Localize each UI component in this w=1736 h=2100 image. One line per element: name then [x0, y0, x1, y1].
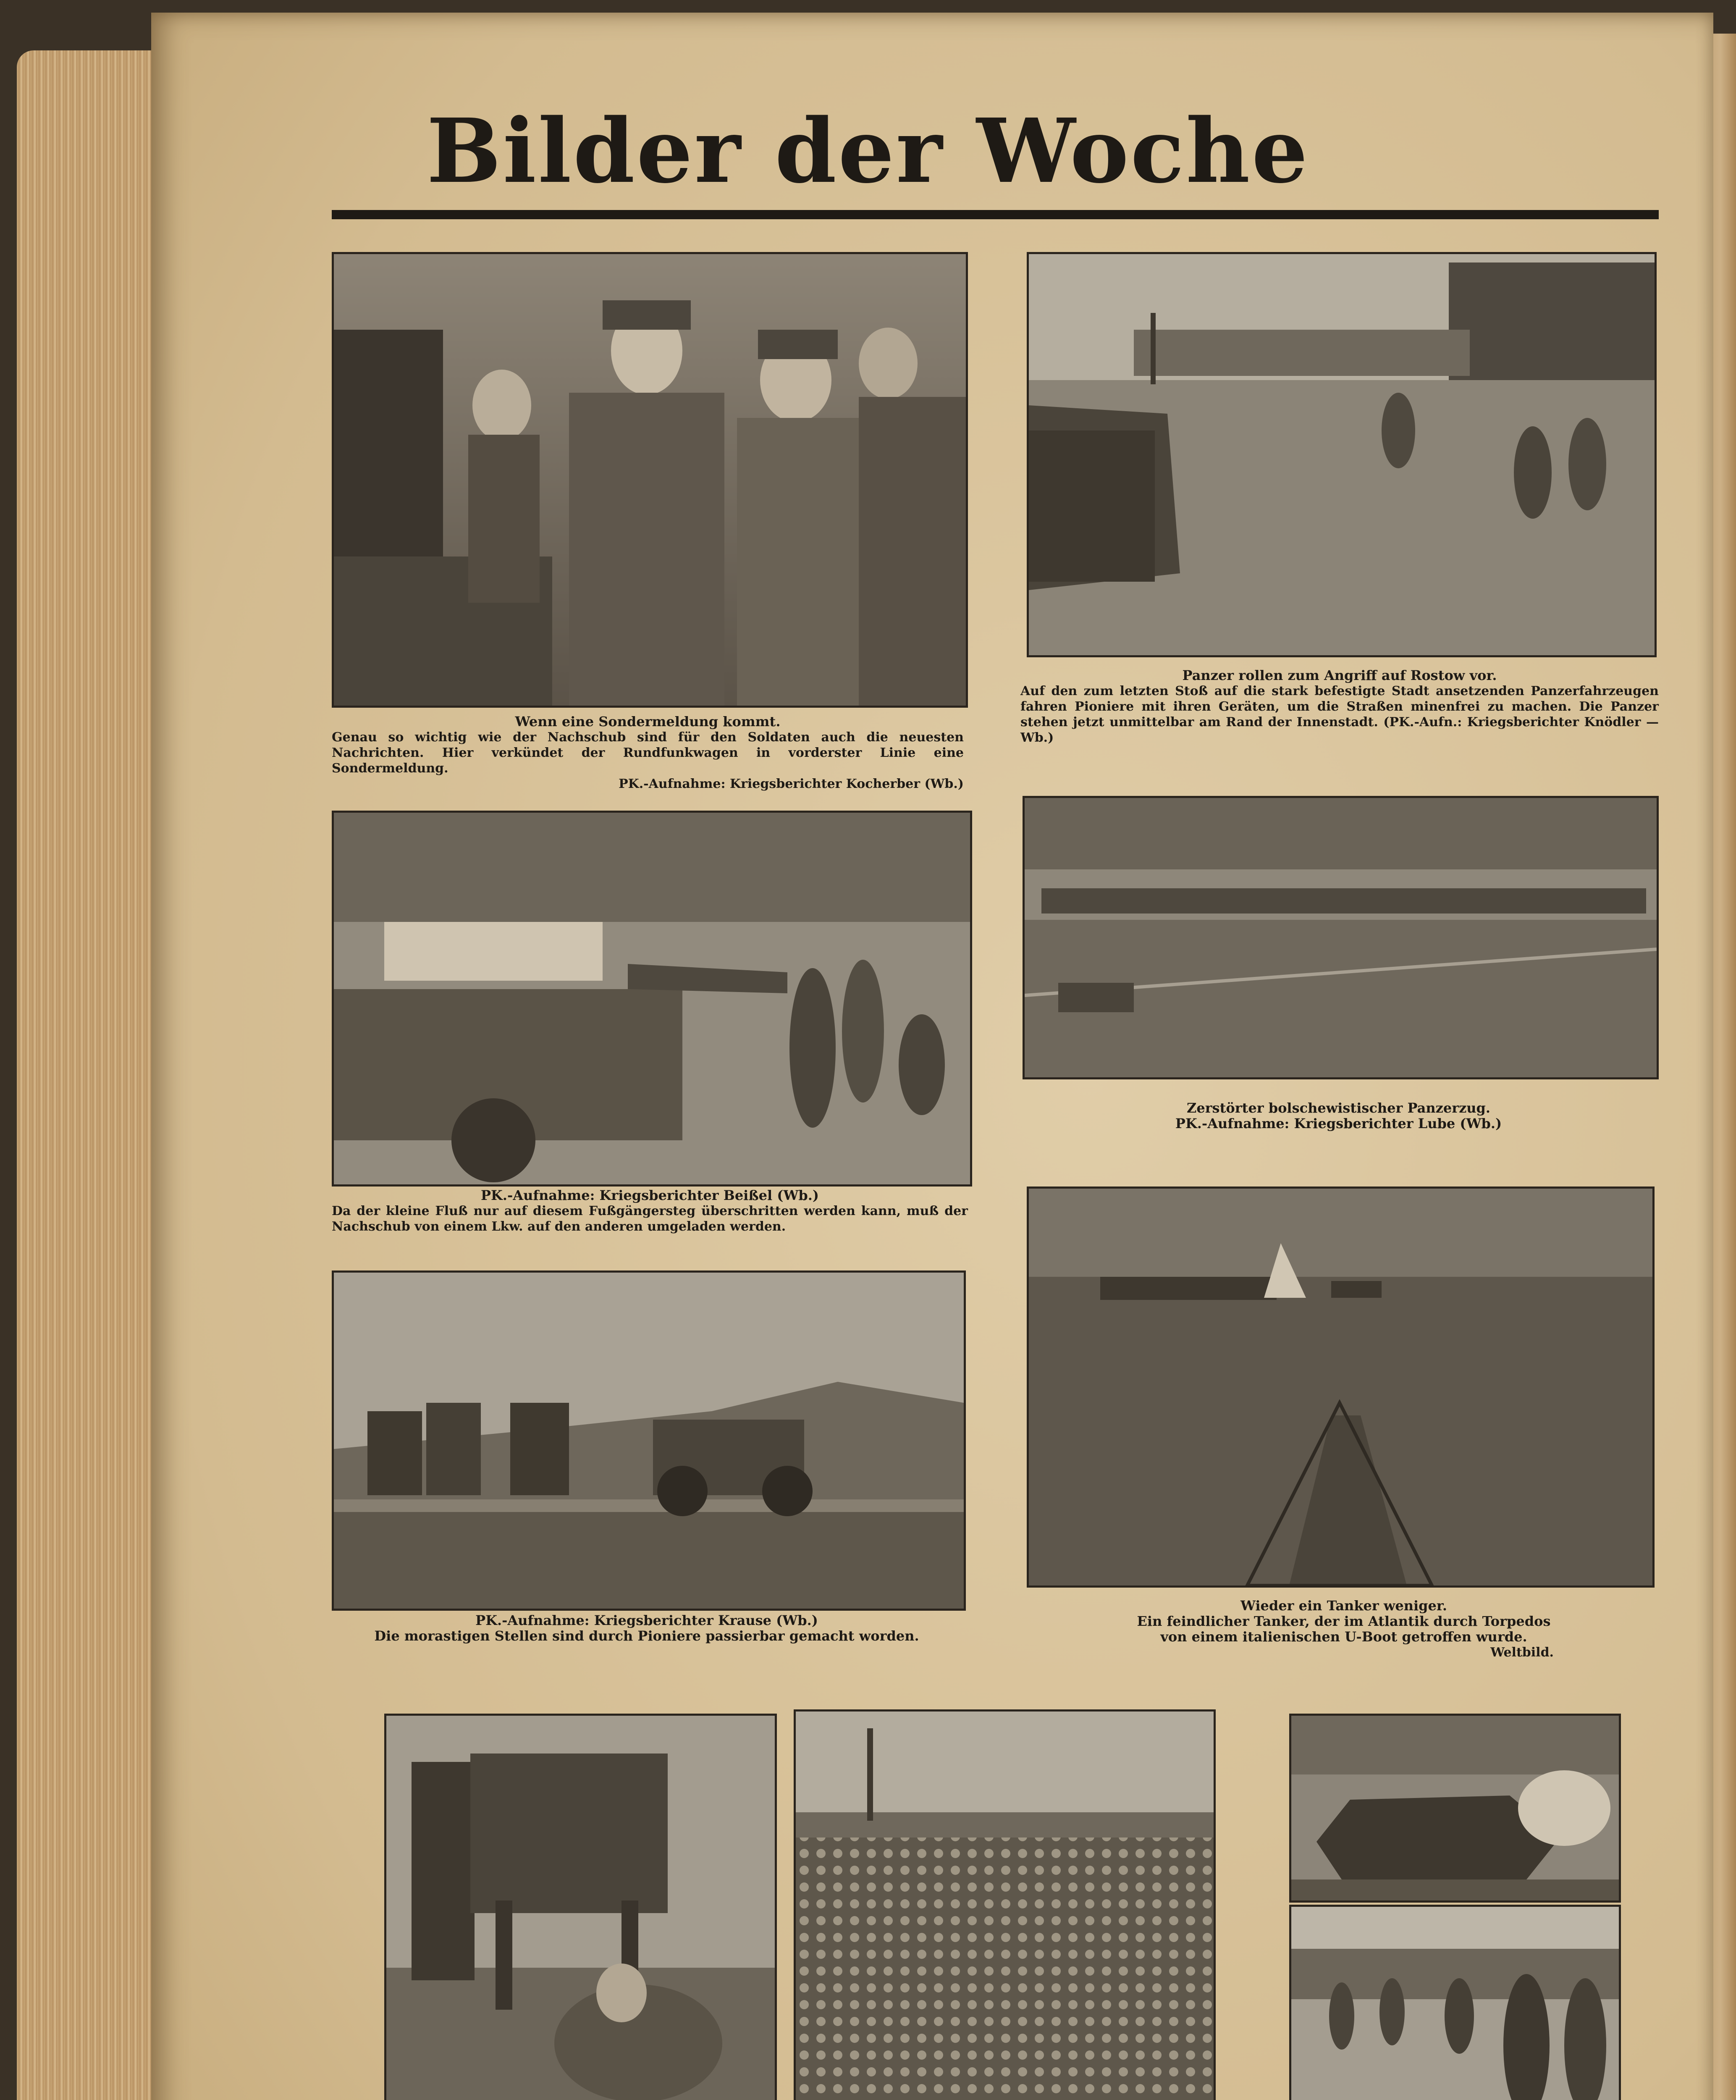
photo-corduroy-road	[332, 1270, 966, 1611]
caption-armored-train	[1023, 1100, 1655, 1131]
caption-tanks-rostov	[1020, 668, 1659, 746]
photo-rest-horses	[384, 1714, 777, 2100]
caption-text: Genau so wichtig wie der Nachschub sind für den Soldaten auch die neuesten Nachrichten. Hier verkündet der Rundfunkwagen in vorderster Linie eine Sondermeldung.	[332, 730, 964, 776]
caption-title: Zerstörter bolschewistischer Panzerzug.	[1186, 1100, 1491, 1116]
caption-corduroy-road	[353, 1613, 941, 1644]
page-title: Bilder der Woche	[426, 99, 1310, 203]
photo-tanks-rostov	[1027, 252, 1657, 657]
caption-title: Wenn eine Sondermeldung kommt.	[515, 714, 781, 730]
caption-credit: PK.-Aufnahme: Kriegsberichter Kocherber (Wb.)	[619, 777, 964, 791]
caption-tanker-torpedoed	[1134, 1598, 1554, 1660]
photo-voronezh-streets	[1289, 1905, 1621, 2100]
photo-armored-train	[1023, 796, 1659, 1079]
caption-footbridge-supplies	[332, 1188, 968, 1234]
caption-text: Da der kleine Fluß nur auf diesem Fußgängersteg überschritten werden kann, muß der Nachschub von einem Lkw. auf den anderen umgeladen werden.	[332, 1204, 968, 1234]
caption-credit: PK.-Aufnahme: Kriegsberichter Beißel (Wb.)	[480, 1187, 819, 1203]
caption-title: Wieder ein Tanker weniger.	[1240, 1598, 1447, 1614]
photo-tanker-torpedoed	[1027, 1186, 1655, 1588]
caption-text: Auf den zum letzten Stoß auf die stark befestigte Stadt ansetzenden Panzerfahrzeugen fahren Pioniere mit ihren Geräten, um die Straßen minenfrei zu machen. Die Panzer stehen jetzt unmittelbar am Rand der Innenstadt. (PK.-Aufn.: Kriegsberichter Knödler — Wb.)	[1020, 684, 1659, 745]
caption-credit: PK.-Aufnahme: Kriegsberichter Lube (Wb.)	[1175, 1116, 1502, 1131]
caption-text: Ein feindlicher Tanker, der im Atlantik durch Torpedos von einem italienischen U-Boot getroffen wurde.	[1137, 1613, 1551, 1645]
photo-prisoner-columns	[794, 1709, 1216, 2100]
caption-title: Panzer rollen zum Angriff auf Rostow vor.	[1182, 667, 1497, 683]
caption-credit: PK.-Aufnahme: Kriegsberichter Krause (Wb.)	[475, 1612, 818, 1628]
caption-credit: Weltbild.	[1490, 1645, 1554, 1660]
photo-footbridge-supplies	[332, 811, 972, 1186]
book-page-stack	[17, 50, 155, 2100]
caption-text: Die morastigen Stellen sind durch Pioniere passierbar gemacht worden.	[374, 1628, 919, 1644]
photo-radio-announcement	[332, 252, 968, 708]
title-rule	[332, 210, 1659, 219]
photo-voronezh-tank	[1289, 1714, 1621, 1903]
caption-radio-announcement	[332, 714, 964, 792]
